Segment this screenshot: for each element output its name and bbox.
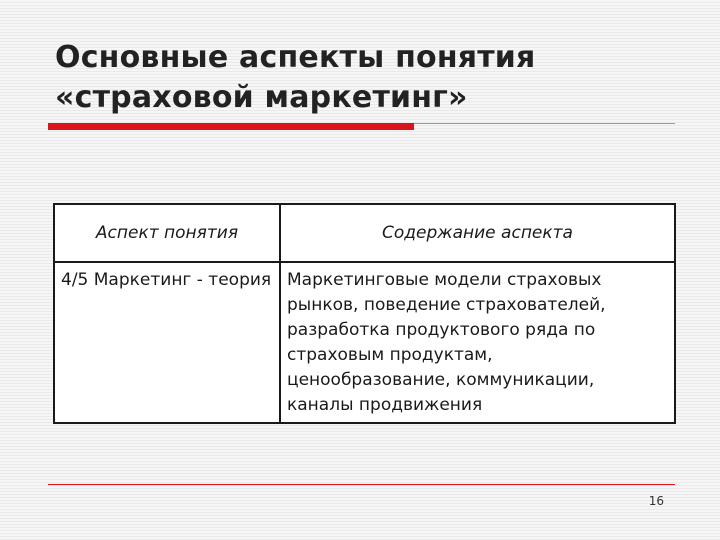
content-line: каналы продвижения: [287, 395, 483, 415]
slide-title-line-1: Основные аспекты понятия: [55, 40, 536, 75]
page-number: 16: [648, 494, 664, 508]
cell-aspect: 4/5 Маркетинг - теория: [54, 262, 280, 423]
header-aspect: Аспект понятия: [54, 204, 280, 262]
table-row: [54, 262, 675, 423]
content-line: рынков, поведение страхователей,: [287, 295, 606, 315]
cell-content: [280, 262, 675, 423]
title-accent-bar: [48, 123, 414, 130]
content-line: ценообразование, коммуникации,: [287, 370, 595, 390]
content-line: разработка продуктового ряда по: [287, 320, 596, 340]
footer-divider: [48, 484, 675, 485]
content-line: Маркетинговые модели страховых: [287, 270, 602, 290]
slide-title: [55, 38, 675, 118]
slide-title-line-2: «страховой маркетинг»: [55, 80, 468, 115]
aspects-table: [53, 203, 676, 424]
content-line: страховым продуктам,: [287, 345, 493, 365]
header-content: Содержание аспекта: [280, 204, 675, 262]
table-header-row: [54, 204, 675, 262]
